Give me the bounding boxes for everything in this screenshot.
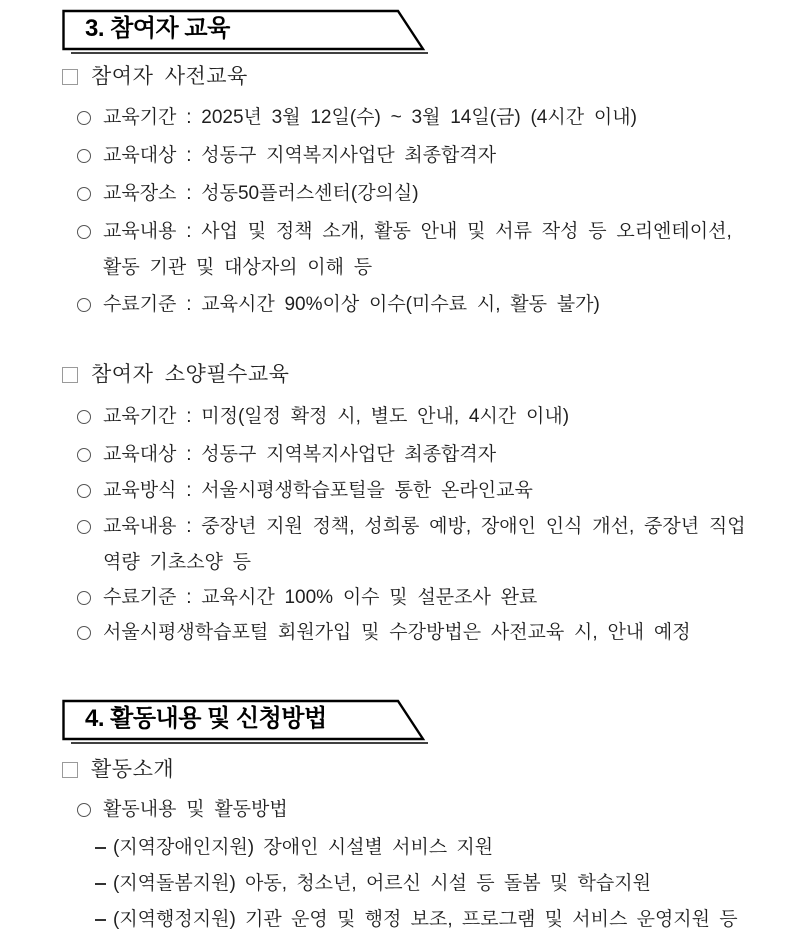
list-item-edu-content <box>77 513 746 541</box>
heading-activity-intro <box>62 756 174 784</box>
list-item-completion <box>77 291 600 319</box>
list-item-text: 활동내용 및 활동방법 <box>103 799 288 820</box>
list-item-edu-target <box>77 142 496 170</box>
heading-activity-intro-label: 활동소개 <box>91 758 175 781</box>
dash-icon <box>95 919 106 921</box>
list-item-continuation: 역량 기초소양 등 <box>103 552 252 573</box>
list-item-text: 교육방식 : 서울시평생학습포털을 통한 온라인교육 <box>103 480 533 501</box>
list-item-text: 서울시평생학습포털 회원가입 및 수강방법은 사전교육 시, 안내 예정 <box>103 622 691 643</box>
circle-bullet-icon <box>77 520 91 534</box>
section-4-title: 4. 활동내용 및 신청방법 <box>85 705 327 732</box>
list-item-completion <box>77 584 537 612</box>
list-item-text: 수료기준 : 교육시간 100% 이수 및 설문조사 완료 <box>103 587 538 608</box>
square-bullet-icon <box>62 69 78 85</box>
list-item-text: 교육내용 : 중장년 지원 정책, 성희롱 예방, 장애인 인식 개선, 중장년 직업 <box>103 516 746 537</box>
sub-list-item-disability-support <box>95 834 493 862</box>
list-item-edu-content <box>77 218 732 246</box>
list-item-text: 교육기간 : 미정(일정 확정 시, 별도 안내, 4시간 이내) <box>103 406 570 427</box>
section-3-title: 3. 참여자 교육 <box>85 15 230 42</box>
circle-bullet-icon <box>77 410 91 424</box>
dash-icon <box>95 847 106 849</box>
list-item-text: 수료기준 : 교육시간 90%이상 이수(미수료 시, 활동 불가) <box>103 294 600 315</box>
circle-bullet-icon <box>77 298 91 312</box>
circle-bullet-icon <box>77 626 91 640</box>
square-bullet-icon <box>62 367 78 383</box>
square-bullet-icon <box>62 762 78 778</box>
section-4-banner <box>62 698 442 748</box>
list-item-activity-method <box>77 796 288 824</box>
list-item-edu-period <box>77 104 637 132</box>
circle-bullet-icon <box>77 484 91 498</box>
list-item-text: 교육대상 : 성동구 지역복지사업단 최종합격자 <box>103 444 497 465</box>
sub-list-item-admin-support <box>95 906 738 933</box>
sub-list-item-text: (지역돌봄지원) 아동, 청소년, 어르신 시설 등 돌봄 및 학습지원 <box>113 873 651 894</box>
list-item-text: 교육장소 : 성동50플러스센터(강의실) <box>103 183 419 204</box>
heading-pre-education <box>62 63 248 91</box>
list-item-text: 교육기간 : 2025년 3월 12일(수) ~ 3월 14일(금) (4시간 이내) <box>103 107 637 128</box>
sub-list-item-care-support <box>95 870 651 898</box>
circle-bullet-icon <box>77 149 91 163</box>
sub-list-item-text: (지역행정지원) 기관 운영 및 행정 보조, 프로그램 및 서비스 운영지원 등 <box>113 909 738 930</box>
list-item-text: 교육내용 : 사업 및 정책 소개, 활동 안내 및 서류 작성 등 오리엔테이션, <box>103 221 732 242</box>
circle-bullet-icon <box>77 448 91 462</box>
circle-bullet-icon <box>77 225 91 239</box>
list-item-edu-method <box>77 477 533 505</box>
heading-required-education-label: 참여자 소양필수교육 <box>91 363 290 386</box>
list-item-edu-target <box>77 441 496 469</box>
circle-bullet-icon <box>77 111 91 125</box>
sub-list-item-text: (지역장애인지원) 장애인 시설별 서비스 지원 <box>113 837 494 858</box>
circle-bullet-icon <box>77 803 91 817</box>
list-item-edu-period <box>77 403 569 431</box>
section-3-banner <box>62 8 442 58</box>
circle-bullet-icon <box>77 591 91 605</box>
dash-icon <box>95 883 106 885</box>
circle-bullet-icon <box>77 187 91 201</box>
heading-required-education <box>62 361 289 389</box>
heading-pre-education-label: 참여자 사전교육 <box>91 65 248 88</box>
list-item-edu-place <box>77 180 419 208</box>
list-item-text: 교육대상 : 성동구 지역복지사업단 최종합격자 <box>103 145 497 166</box>
list-item-portal-notice <box>77 619 691 647</box>
list-item-continuation: 활동 기관 및 대상자의 이해 등 <box>103 257 373 278</box>
